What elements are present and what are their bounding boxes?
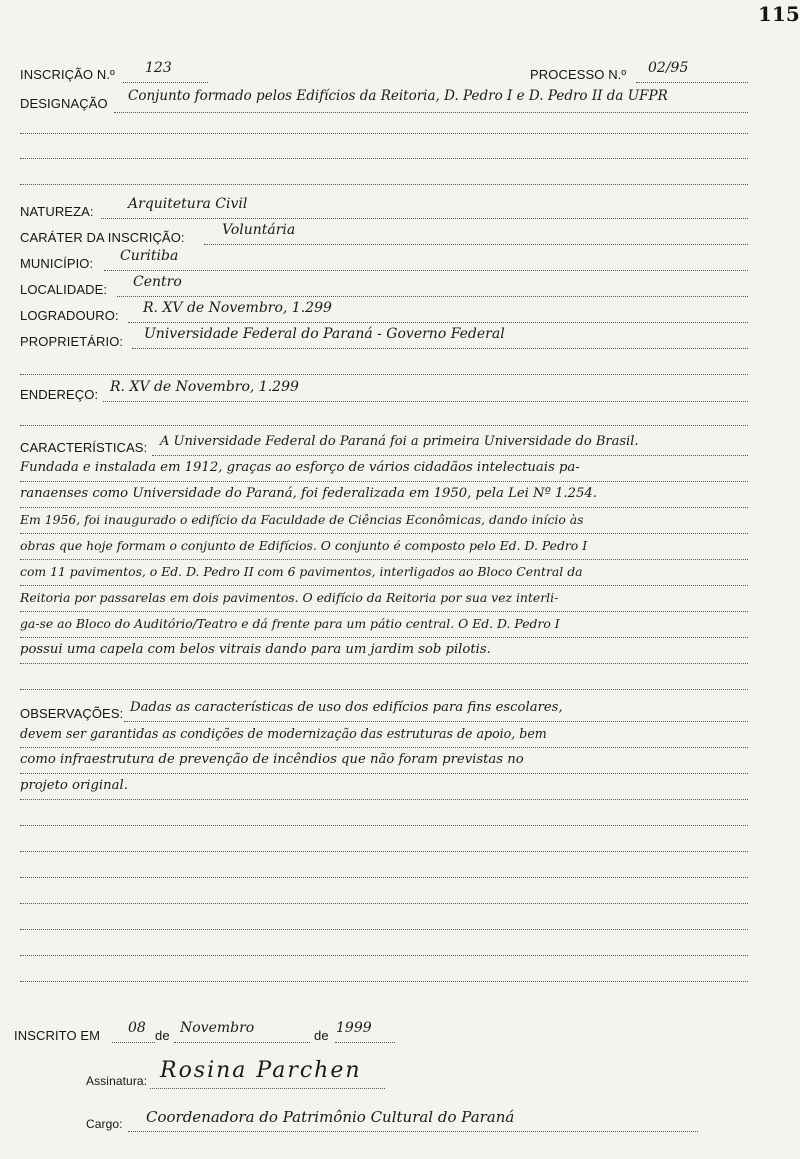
observacoes-label: OBSERVAÇÕES: (20, 706, 124, 721)
cargo-label: Cargo: (86, 1117, 123, 1131)
inscrito-label: INSCRITO EM (14, 1028, 101, 1043)
natureza-label: NATUREZA: (20, 204, 94, 219)
municipio-line (104, 270, 748, 271)
caracteristicas-rule-1 (152, 455, 748, 456)
caracteristicas-rule-9 (20, 663, 748, 664)
observacoes-rule-10 (20, 955, 748, 956)
caracteristicas-line-6: com 11 pavimentos, o Ed. D. Pedro II com 6 pavimentos, interligados ao Bloco Central da (20, 564, 583, 579)
page-number: 115 (758, 2, 800, 26)
processo-value: 02/95 (648, 60, 689, 76)
observacoes-rule-8 (20, 903, 748, 904)
observacoes-rule-11 (20, 981, 748, 982)
processo-line (636, 82, 748, 83)
caracteristicas-rule-8 (20, 637, 748, 638)
assinatura-signature: Rosina Parchen (160, 1058, 362, 1083)
caracteristicas-line-2: Fundada e instalada em 1912, graças ao esforço de vários cidadãos intelectuais pa- (20, 460, 580, 475)
endereco-line-2 (20, 425, 748, 426)
logradouro-value: R. XV de Novembro, 1.299 (143, 300, 332, 316)
caracteristicas-rule-7 (20, 611, 748, 612)
caracteristicas-rule-5 (20, 559, 748, 560)
caracteristicas-line-4: Em 1956, foi inaugurado o edifício da Faculdade de Ciências Econômicas, dando início às (20, 512, 584, 527)
designacao-line-3 (20, 158, 748, 159)
observacoes-rule-1 (124, 721, 748, 722)
localidade-label: LOCALIDADE: (20, 282, 108, 297)
carater-line (204, 244, 748, 245)
designacao-line-2 (20, 133, 748, 134)
observacoes-rule-3 (20, 773, 748, 774)
localidade-value: Centro (133, 274, 182, 290)
observacoes-line-1: Dadas as características de uso dos edifícios para fins escolares, (130, 700, 563, 715)
inscrito-year-line (335, 1042, 395, 1043)
municipio-value: Curitiba (120, 248, 179, 264)
designacao-line-4 (20, 184, 748, 185)
cargo-value: Coordenadora do Patrimônio Cultural do Paraná (146, 1108, 515, 1126)
caracteristicas-rule-4 (20, 533, 748, 534)
caracteristicas-label: CARACTERÍSTICAS: (20, 440, 148, 455)
endereco-label: ENDEREÇO: (20, 387, 99, 402)
observacoes-line-3: como infraestrutura de prevenção de incêndios que não foram previstas no (20, 752, 524, 767)
observacoes-rule-6 (20, 851, 748, 852)
observacoes-rule-4 (20, 799, 748, 800)
carater-value: Voluntária (222, 222, 296, 238)
processo-label: PROCESSO N.º (530, 67, 627, 82)
natureza-value: Arquitetura Civil (128, 196, 248, 212)
logradouro-line (128, 322, 748, 323)
inscrito-month-line (174, 1042, 310, 1043)
cargo-line (128, 1131, 698, 1132)
endereco-value: R. XV de Novembro, 1.299 (110, 379, 299, 395)
natureza-line (101, 218, 748, 219)
caracteristicas-line-1: A Universidade Federal do Paraná foi a primeira Universidade do Brasil. (160, 434, 639, 449)
proprietario-label: PROPRIETÁRIO: (20, 334, 124, 349)
endereco-line-1 (103, 401, 748, 402)
municipio-label: MUNICÍPIO: (20, 256, 94, 271)
observacoes-rule-5 (20, 825, 748, 826)
inscrito-de-1: de (155, 1028, 170, 1043)
inscricao-value: 123 (145, 60, 172, 76)
proprietario-value: Universidade Federal do Paraná - Governo Federal (144, 326, 505, 342)
inscrito-day-line (112, 1042, 155, 1043)
caracteristicas-line-7: Reitoria por passarelas em dois pavimentos. O edifício da Reitoria por sua vez interli- (20, 590, 559, 605)
designacao-value: Conjunto formado pelos Edifícios da Reitoria, D. Pedro I e D. Pedro II da UFPR (128, 88, 668, 104)
inscrito-day: 08 (128, 1020, 146, 1036)
observacoes-rule-9 (20, 929, 748, 930)
observacoes-line-4: projeto original. (20, 778, 128, 793)
inscrito-month: Novembro (180, 1020, 255, 1036)
localidade-line (117, 296, 748, 297)
observacoes-rule-7 (20, 877, 748, 878)
inscricao-label: INSCRIÇÃO N.º (20, 67, 115, 82)
caracteristicas-rule-3 (20, 507, 748, 508)
logradouro-label: LOGRADOURO: (20, 308, 119, 323)
caracteristicas-line-5: obras que hoje formam o conjunto de Edifícios. O conjunto é composto pelo Ed. D. Pedro I (20, 538, 588, 553)
caracteristicas-line-9: possui uma capela com belos vitrais dando para um jardim sob pilotis. (20, 642, 491, 657)
caracteristicas-rule-2 (20, 481, 748, 482)
proprietario-line-1 (132, 348, 748, 349)
observacoes-line-2: devem ser garantidas as condições de modernização das estruturas de apoio, bem (20, 726, 547, 741)
carater-label: CARÁTER DA INSCRIÇÃO: (20, 230, 185, 245)
assinatura-label: Assinatura: (86, 1074, 148, 1088)
proprietario-line-2 (20, 374, 748, 375)
inscrito-de-2: de (314, 1028, 329, 1043)
caracteristicas-line-8: ga-se ao Bloco do Auditório/Teatro e dá frente para um pátio central. O Ed. D. Pedro I (20, 616, 560, 631)
caracteristicas-line-3: ranaenses como Universidade do Paraná, foi federalizada em 1950, pela Lei Nº 1.254. (20, 486, 597, 501)
observacoes-rule-2 (20, 747, 748, 748)
inscricao-line (123, 82, 208, 83)
assinatura-line (150, 1088, 385, 1089)
designacao-label: DESIGNAÇÃO (20, 96, 108, 111)
inscrito-year: 1999 (336, 1020, 372, 1036)
caracteristicas-rule-6 (20, 585, 748, 586)
designacao-line-1 (114, 112, 748, 113)
caracteristicas-rule-10 (20, 689, 748, 690)
